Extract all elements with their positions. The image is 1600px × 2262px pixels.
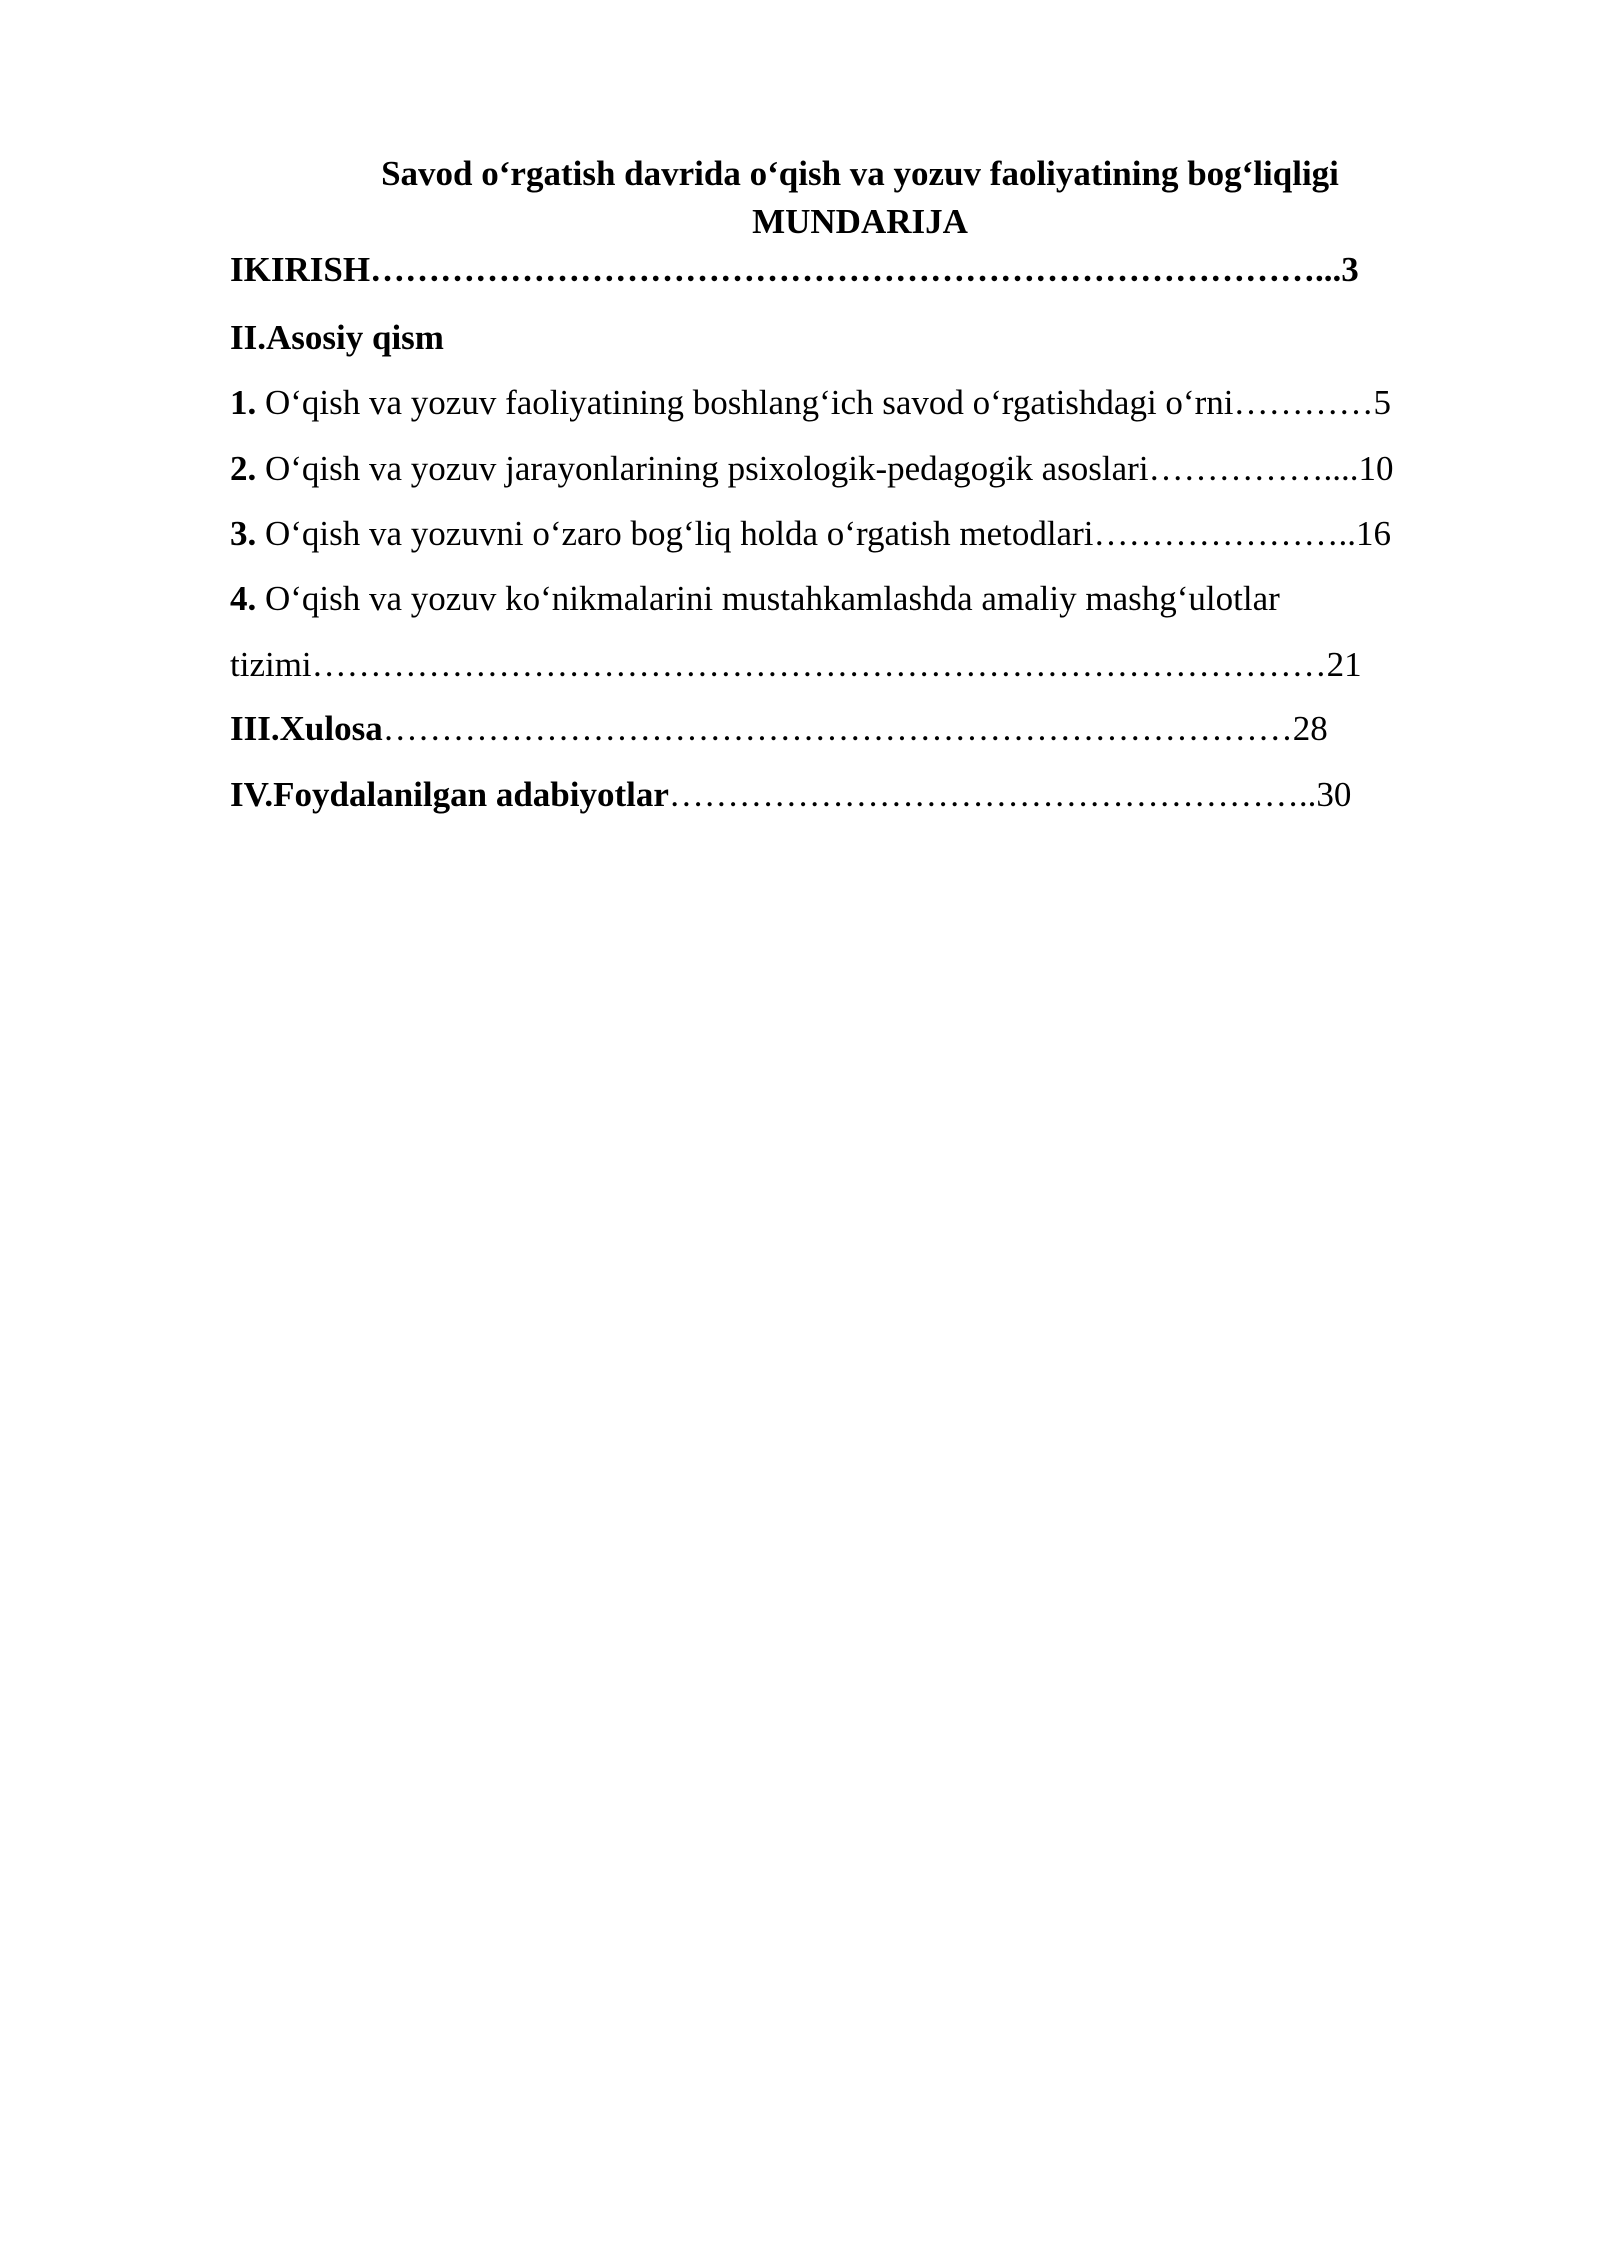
- toc-entry-4: [230, 575, 1280, 623]
- document-title: Savod o‘rgatish davrida o‘qish va yozuv faoliyatining bog‘liqligi: [381, 154, 1339, 193]
- toc-entry-number: 1.: [230, 383, 257, 422]
- toc-entry-intro: IKIRISH………………………………………………………………………...3: [230, 250, 1359, 289]
- toc-entry-text: O‘qish va yozuv ko‘nikmalarini mustahkamlashda amaliy mashg‘ulotlar: [256, 579, 1280, 618]
- toc-entry-text: O‘qish va yozuvni o‘zaro bog‘liq holda o‘rgatish metodlari…………………..16: [256, 514, 1391, 553]
- toc-entry-number: 4.: [230, 579, 257, 618]
- contents-heading: MUNDARIJA: [752, 202, 968, 241]
- toc-entry-2: [230, 445, 1394, 493]
- toc-entry-text: O‘qish va yozuv jarayonlarining psixologik-pedagogik asoslari……………....10: [256, 449, 1394, 488]
- toc-entry-4-continuation: tizimi……………………………………………………………………………21: [230, 645, 1362, 684]
- toc-entry-number: 3.: [230, 514, 257, 553]
- toc-entry-references: [230, 771, 1351, 819]
- toc-entry-text: O‘qish va yozuv faoliyatining boshlang‘ich savod o‘rgatishdagi o‘rni…………5: [256, 383, 1391, 422]
- toc-entry-label: III.Xulosa: [230, 709, 383, 748]
- toc-entry-3: [230, 510, 1391, 558]
- toc-entry-leader: ………………………………………………..30: [668, 775, 1352, 814]
- toc-entry-main-part: II.Asosiy qism: [230, 318, 444, 357]
- toc-entry-1: [230, 379, 1391, 427]
- toc-entry-label: IV.Foydalanilgan adabiyotlar: [230, 775, 669, 814]
- toc-entry-conclusion: [230, 705, 1328, 753]
- toc-entry-number: 2.: [230, 449, 257, 488]
- toc-entry-leader: ……………………………………………………………………28: [382, 709, 1328, 748]
